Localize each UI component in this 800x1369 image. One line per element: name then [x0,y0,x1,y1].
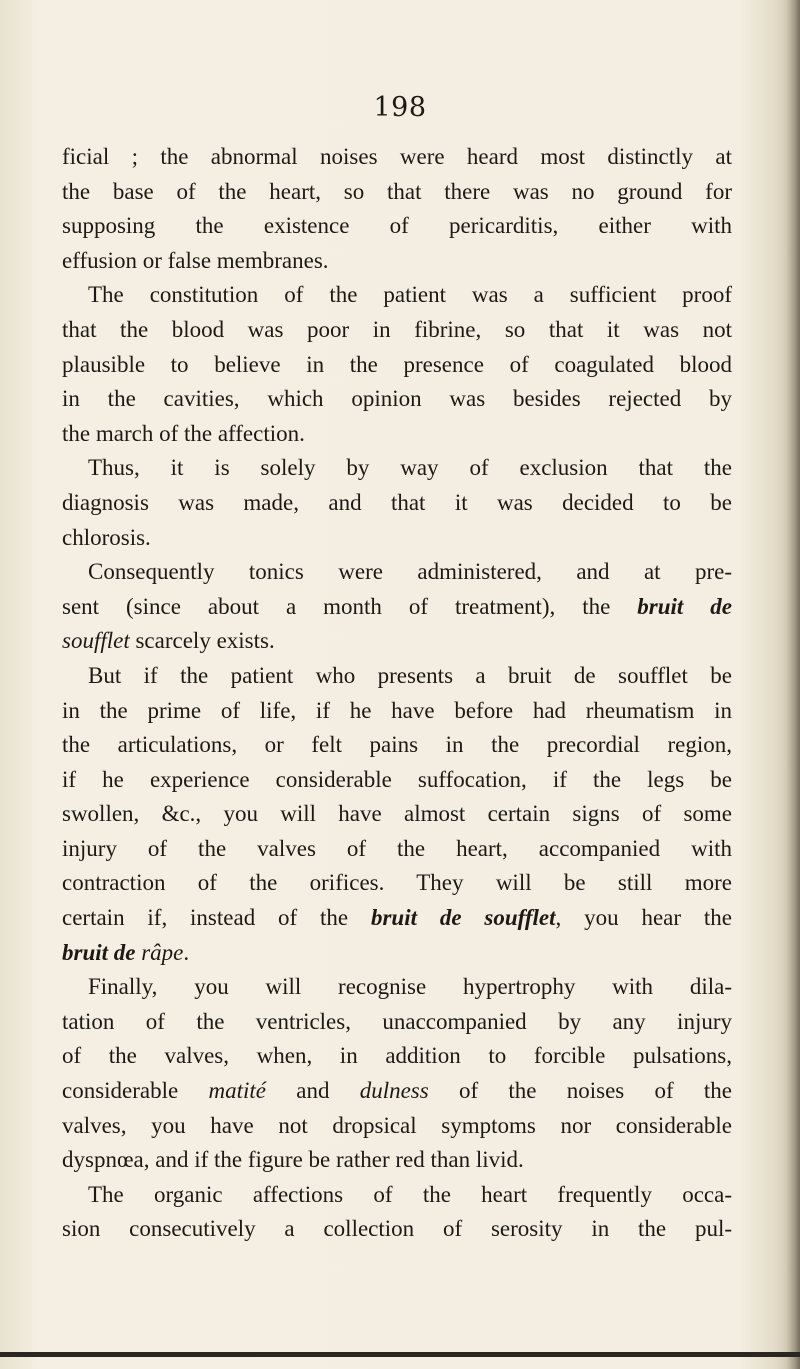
text-line [62,624,732,659]
text-segment: and [265,1078,360,1104]
emphasis-text: bruit de soufflet [370,905,556,931]
text-line: chlorosis. [62,524,151,550]
emphasis-text: dulness [359,1078,429,1104]
text-line: diagnosis was made, and that it was decided to be [62,489,732,515]
text-line: in the prime of life, if he have before had rheumatism in [62,697,732,723]
text-segment: sent (since about a month of treatment), the [62,593,638,619]
text-line: supposing the existence of pericarditis, either with [62,213,732,239]
text-line: Consequently tonics were administered, and at pre- [88,559,732,585]
body-text [62,140,732,1247]
text-line: The organic affections of the heart frequently occa- [88,1181,732,1207]
text-line: sion consecutively a collection of serosity in the pul- [62,1216,732,1242]
text-line: that the blood was poor in fibrine, so that it was not [62,316,732,342]
text-line: Finally, you will recognise hypertrophy with dila- [88,974,732,1000]
text-line: the march of the affection. [62,420,305,446]
text-line: of the valves, when, in addition to forcible pulsations, [62,1043,732,1069]
text-line [62,901,732,936]
text-line: effusion or false membranes. [62,247,329,273]
text-line [62,1074,732,1109]
text-line: valves, you have not dropsical symptoms nor considerable [62,1112,732,1138]
emphasis-text: bruit de [62,939,142,965]
text-line: the base of the heart, so that there was no ground for [62,178,732,204]
text-line: ficial ; the abnormal noises were heard most distinctly at [62,144,732,169]
text-segment: of the noises of the [428,1078,732,1104]
text-line [62,936,732,971]
emphasis-text: soufflet [62,628,130,654]
text-line: The constitution of the patient was a sufficient proof [88,282,732,308]
page-number: 198 [373,92,427,123]
emphasis-text: bruit de [637,593,732,619]
text-line: if he experience considerable suffocation, if the legs be [62,766,732,792]
text-line: dyspnœa, and if the figure be rather red than livid. [62,1147,524,1173]
text-line: tation of the ventricles, unaccompanied by any injury [62,1008,732,1034]
text-segment: , you hear the [555,905,732,931]
text-line: contraction of the orifices. They will be still more [62,870,732,896]
text-line: plausible to believe in the presence of coagulated blood [62,351,732,377]
bottom-rule [0,1352,800,1357]
text-segment: considerable [62,1078,209,1104]
text-line: But if the patient who presents a bruit de soufflet be [88,662,732,688]
text-segment: . [183,939,190,965]
text-line: injury of the valves of the heart, accompanied with [62,835,732,861]
text-line: the articulations, or felt pains in the precordial region, [62,732,732,758]
text-line [62,590,732,625]
text-line: swollen, &c., you will have almost certain signs of some [62,801,732,827]
text-segment: scarcely exists. [129,628,275,654]
text-segment: certain if, instead of the [62,905,371,931]
page-spine-shadow [786,0,800,1369]
emphasis-text: râpe [141,939,184,965]
text-line: Thus, it is solely by way of exclusion that the [88,455,732,481]
emphasis-text: matité [208,1078,266,1104]
text-line: in the cavities, which opinion was besides rejected by [62,386,732,412]
